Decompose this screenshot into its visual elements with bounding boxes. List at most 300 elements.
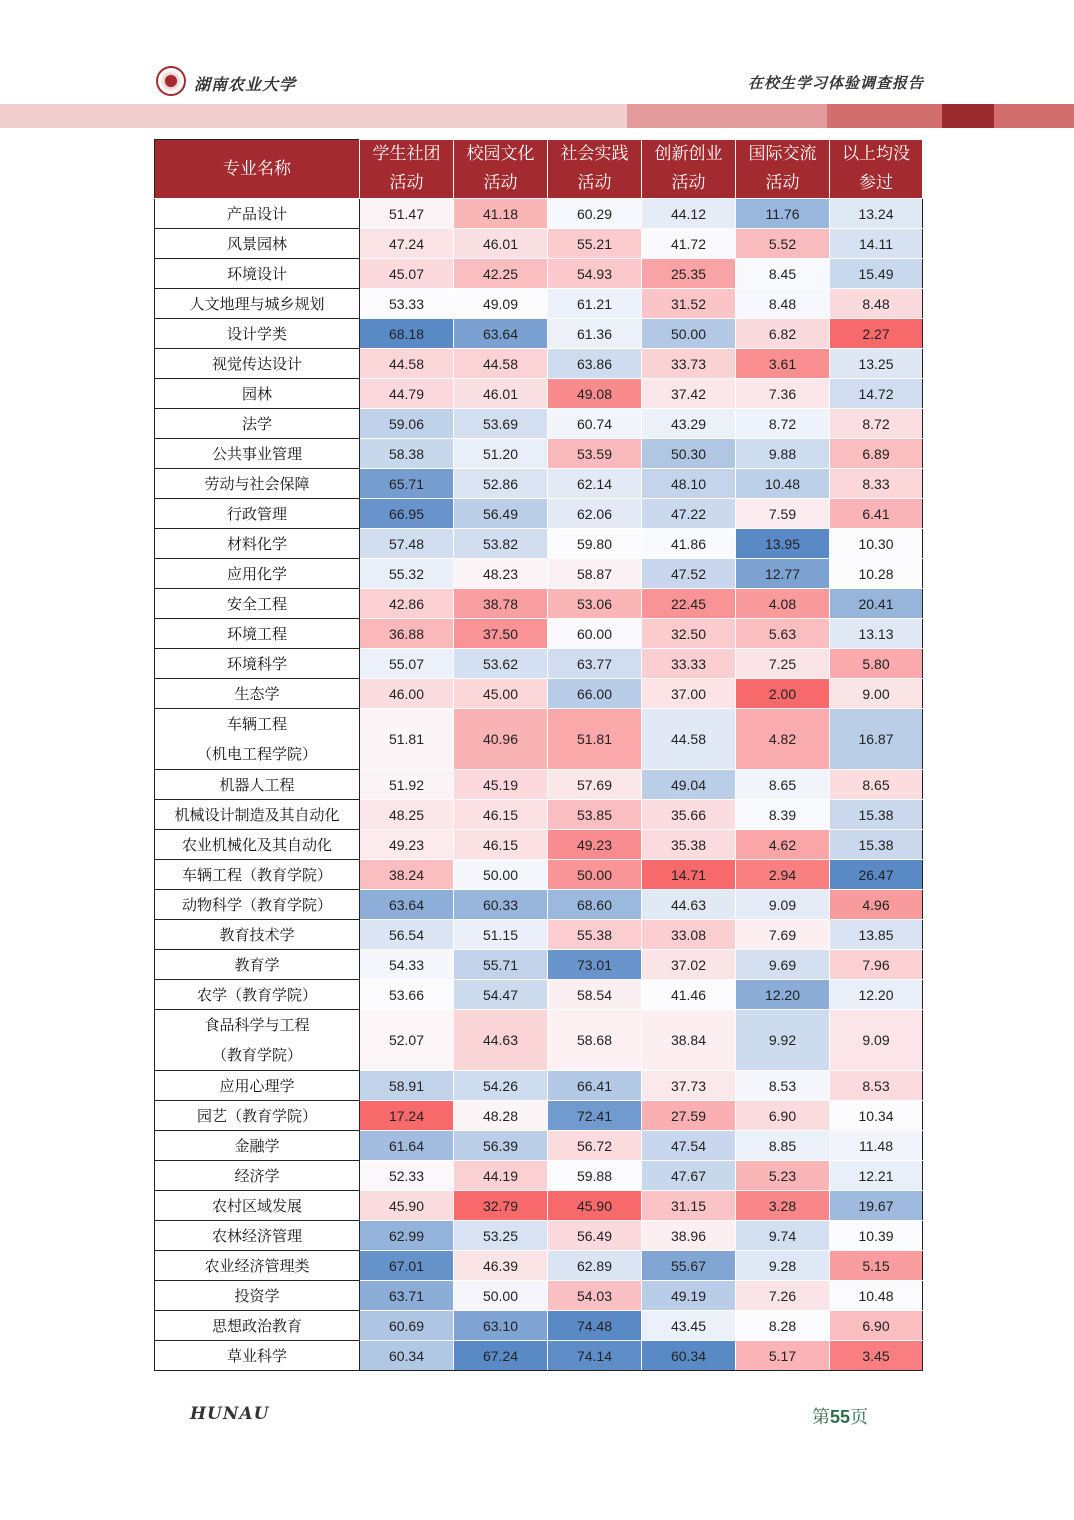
column-header-line: 活动 [389,173,424,193]
percentage-cell: 2.27 [830,319,923,349]
percentage-cell: 13.24 [830,199,923,229]
percentage-cell: 68.60 [548,890,642,920]
percentage-cell: 49.04 [642,770,736,800]
table-row [155,439,923,469]
major-name-line: 教育技术学 [219,926,295,944]
university-logo [156,66,186,96]
percentage-cell: 59.88 [548,1161,642,1191]
percentage-cell: 60.33 [454,890,548,920]
percentage-cell: 10.48 [830,1281,923,1311]
percentage-cell: 51.47 [360,199,454,229]
page-prefix: 第 [812,1407,830,1428]
percentage-cell: 8.65 [736,770,830,800]
major-name-line: 动物科学（教育学院） [181,896,332,914]
percentage-cell: 7.96 [830,950,923,980]
percentage-cell: 44.19 [454,1161,548,1191]
major-name-cell [155,800,360,830]
major-name-cell [155,499,360,529]
table-row [155,1161,923,1191]
major-name-line: 农学（教育学院） [196,986,317,1004]
header-band [942,104,994,128]
percentage-cell: 50.00 [454,1281,548,1311]
percentage-cell: 9.74 [736,1221,830,1251]
percentage-cell: 41.72 [642,229,736,259]
percentage-cell: 37.50 [454,619,548,649]
percentage-cell: 44.63 [642,890,736,920]
percentage-cell: 33.73 [642,349,736,379]
percentage-cell: 58.87 [548,559,642,589]
major-name-cell [155,950,360,980]
percentage-cell: 63.86 [548,349,642,379]
percentage-cell: 9.92 [736,1010,830,1071]
major-name-line: 视觉传达设计 [211,355,302,373]
percentage-cell: 10.48 [736,469,830,499]
major-name-cell [155,349,360,379]
table-row [155,1281,923,1311]
percentage-cell: 60.00 [548,619,642,649]
percentage-cell: 26.47 [830,860,923,890]
percentage-cell: 46.01 [454,229,548,259]
percentage-cell: 53.33 [360,289,454,319]
footer-brand: HUNAU [190,1404,270,1424]
percentage-cell: 45.19 [454,770,548,800]
major-name-cell [155,890,360,920]
percentage-cell: 41.86 [642,529,736,559]
percentage-cell: 56.54 [360,920,454,950]
percentage-cell: 61.64 [360,1131,454,1161]
percentage-cell: 53.59 [548,439,642,469]
table-row [155,319,923,349]
percentage-cell: 62.14 [548,469,642,499]
percentage-cell: 4.08 [736,589,830,619]
major-name-line: 园艺（教育学院） [196,1107,317,1125]
percentage-cell: 55.67 [642,1251,736,1281]
major-name-cell [155,679,360,709]
percentage-cell: 5.17 [736,1341,830,1371]
percentage-cell: 13.13 [830,619,923,649]
percentage-cell: 22.45 [642,589,736,619]
percentage-cell: 61.21 [548,289,642,319]
major-name-cell [155,1101,360,1131]
major-name-line: 生态学 [234,685,280,703]
percentage-cell: 14.11 [830,229,923,259]
header-band [827,104,942,128]
percentage-cell: 74.48 [548,1311,642,1341]
percentage-cell: 8.45 [736,259,830,289]
percentage-cell: 33.08 [642,920,736,950]
table-row [155,499,923,529]
percentage-cell: 49.09 [454,289,548,319]
percentage-cell: 63.71 [360,1281,454,1311]
percentage-cell: 54.03 [548,1281,642,1311]
table-row [155,950,923,980]
header-band [0,104,627,128]
percentage-cell: 59.80 [548,529,642,559]
major-name-cell [155,1311,360,1341]
percentage-cell: 55.71 [454,950,548,980]
percentage-cell: 5.63 [736,619,830,649]
percentage-cell: 45.07 [360,259,454,289]
percentage-cell: 44.58 [454,349,548,379]
percentage-cell: 52.07 [360,1010,454,1071]
major-name-cell [155,1010,360,1071]
percentage-cell: 47.67 [642,1161,736,1191]
percentage-cell: 9.00 [830,679,923,709]
column-header [642,140,736,199]
major-name-line: 行政管理 [226,505,287,523]
column-header-line: 活动 [483,173,518,193]
major-name-cell [155,709,360,770]
percentage-cell: 35.38 [642,830,736,860]
table-row [155,920,923,950]
percentage-cell: 4.62 [736,830,830,860]
major-name-cell [155,649,360,679]
table-row [155,1221,923,1251]
percentage-cell: 7.59 [736,499,830,529]
table-row [155,1191,923,1221]
percentage-cell: 12.77 [736,559,830,589]
percentage-cell: 8.39 [736,800,830,830]
table-row [155,860,923,890]
percentage-cell: 47.54 [642,1131,736,1161]
table-row [155,1341,923,1371]
percentage-cell: 4.82 [736,709,830,770]
header-band [627,104,827,128]
percentage-cell: 58.54 [548,980,642,1010]
percentage-cell: 63.64 [454,319,548,349]
column-header-line: 创新创业 [654,144,723,164]
major-name-cell [155,770,360,800]
table-row [155,800,923,830]
percentage-cell: 38.78 [454,589,548,619]
percentage-cell: 7.36 [736,379,830,409]
major-name-cell [155,1161,360,1191]
percentage-cell: 53.69 [454,409,548,439]
major-name-line: 机械设计制造及其自动化 [174,806,340,824]
percentage-cell: 7.25 [736,649,830,679]
percentage-cell: 46.15 [454,800,548,830]
percentage-cell: 45.00 [454,679,548,709]
percentage-cell: 36.88 [360,619,454,649]
percentage-cell: 51.81 [548,709,642,770]
table-row [155,469,923,499]
major-name-cell [155,1281,360,1311]
percentage-cell: 66.41 [548,1071,642,1101]
major-name-line: 环境科学 [226,655,287,673]
percentage-cell: 46.39 [454,1251,548,1281]
percentage-cell: 59.06 [360,409,454,439]
percentage-cell: 32.79 [454,1191,548,1221]
header-band [994,104,1074,128]
major-name-cell [155,920,360,950]
percentage-cell: 48.25 [360,800,454,830]
percentage-cell: 37.00 [642,679,736,709]
percentage-cell: 60.69 [360,1311,454,1341]
percentage-cell: 48.23 [454,559,548,589]
percentage-cell: 8.53 [736,1071,830,1101]
percentage-cell: 66.00 [548,679,642,709]
major-name-line: 车辆工程 [226,715,287,733]
percentage-cell: 25.35 [642,259,736,289]
percentage-cell: 53.06 [548,589,642,619]
percentage-cell: 7.69 [736,920,830,950]
percentage-cell: 44.79 [360,379,454,409]
percentage-cell: 37.42 [642,379,736,409]
major-name-line: 机器人工程 [219,776,295,794]
table-row [155,349,923,379]
column-header-line: 学生社团 [372,144,441,164]
percentage-cell: 56.72 [548,1131,642,1161]
major-name-cell [155,229,360,259]
percentage-cell: 10.28 [830,559,923,589]
percentage-cell: 37.73 [642,1071,736,1101]
table-row [155,679,923,709]
percentage-cell: 8.28 [736,1311,830,1341]
percentage-cell: 58.38 [360,439,454,469]
column-header-line: 校园文化 [466,144,535,164]
major-name-cell [155,289,360,319]
percentage-cell: 10.30 [830,529,923,559]
percentage-cell: 63.77 [548,649,642,679]
major-name-line: 农业经济管理类 [204,1257,310,1275]
percentage-cell: 53.85 [548,800,642,830]
percentage-cell: 56.49 [548,1221,642,1251]
table-row [155,199,923,229]
percentage-cell: 33.33 [642,649,736,679]
percentage-cell: 19.67 [830,1191,923,1221]
major-name-line: 园林 [241,385,272,403]
percentage-cell: 72.41 [548,1101,642,1131]
percentage-cell: 8.48 [830,289,923,319]
table-row [155,589,923,619]
major-name-line: 教育学 [234,956,280,974]
percentage-cell: 41.46 [642,980,736,1010]
table-row [155,229,923,259]
major-name-line: 材料化学 [226,535,287,553]
percentage-cell: 47.24 [360,229,454,259]
percentage-cell: 17.24 [360,1101,454,1131]
percentage-cell: 35.66 [642,800,736,830]
major-name-line: 公共事业管理 [211,445,302,463]
major-name-cell [155,1131,360,1161]
table-row [155,890,923,920]
percentage-cell: 55.21 [548,229,642,259]
percentage-cell: 54.93 [548,259,642,289]
major-name-cell [155,439,360,469]
percentage-cell: 15.49 [830,259,923,289]
percentage-cell: 5.15 [830,1251,923,1281]
column-header-line: 活动 [671,173,706,193]
major-name-line: 设计学类 [226,325,287,343]
percentage-cell: 47.22 [642,499,736,529]
percentage-cell: 54.33 [360,950,454,980]
percentage-cell: 10.34 [830,1101,923,1131]
major-name-line: 农村区域发展 [211,1197,302,1215]
major-name-line: 风景园林 [226,235,287,253]
major-name-cell [155,1341,360,1371]
page-number-value: 55 [830,1407,851,1427]
percentage-cell: 60.74 [548,409,642,439]
percentage-cell: 56.49 [454,499,548,529]
report-title: 在校生学习体验调查报告 [747,74,924,92]
percentage-cell: 46.00 [360,679,454,709]
percentage-cell: 43.45 [642,1311,736,1341]
major-name-line: 法学 [241,415,272,433]
percentage-cell: 44.12 [642,199,736,229]
major-name-line: 食品科学与工程 [204,1016,310,1034]
major-name-cell [155,199,360,229]
percentage-cell: 9.09 [830,1010,923,1071]
major-name-line: 投资学 [234,1287,280,1305]
column-header [830,140,923,199]
percentage-cell: 49.23 [360,830,454,860]
major-name-line: （机电工程学院） [196,745,317,763]
percentage-cell: 20.41 [830,589,923,619]
major-name-line: （教育学院） [211,1046,302,1064]
percentage-cell: 50.30 [642,439,736,469]
table-row [155,559,923,589]
major-name-cell [155,259,360,289]
percentage-cell: 46.01 [454,379,548,409]
table-row [155,649,923,679]
percentage-cell: 38.96 [642,1221,736,1251]
school-name: 湖南农业大学 [194,75,297,94]
percentage-cell: 9.88 [736,439,830,469]
percentage-cell: 52.86 [454,469,548,499]
table-row [155,1010,923,1071]
percentage-cell: 55.38 [548,920,642,950]
percentage-cell: 11.48 [830,1131,923,1161]
table-row [155,1071,923,1101]
percentage-cell: 53.82 [454,529,548,559]
percentage-cell: 6.89 [830,439,923,469]
major-name-line: 金融学 [234,1137,280,1155]
percentage-cell: 15.38 [830,800,923,830]
percentage-cell: 31.15 [642,1191,736,1221]
column-header-line: 以上均没 [842,144,910,164]
percentage-cell: 8.72 [736,409,830,439]
table-row [155,770,923,800]
percentage-cell: 53.25 [454,1221,548,1251]
table-row [155,1131,923,1161]
percentage-cell: 62.99 [360,1221,454,1251]
percentage-cell: 52.33 [360,1161,454,1191]
major-name-cell [155,559,360,589]
percentage-cell: 51.92 [360,770,454,800]
percentage-cell: 3.61 [736,349,830,379]
percentage-cell: 37.02 [642,950,736,980]
column-header [360,140,454,199]
major-name-line: 环境设计 [226,265,287,283]
percentage-cell: 61.36 [548,319,642,349]
percentage-cell: 42.25 [454,259,548,289]
percentage-cell: 55.32 [360,559,454,589]
percentage-cell: 8.33 [830,469,923,499]
percentage-cell: 45.90 [548,1191,642,1221]
percentage-cell: 38.24 [360,860,454,890]
percentage-cell: 44.58 [642,709,736,770]
percentage-cell: 31.52 [642,289,736,319]
percentage-cell: 42.86 [360,589,454,619]
percentage-cell: 62.89 [548,1251,642,1281]
percentage-cell: 12.21 [830,1161,923,1191]
percentage-cell: 60.34 [642,1341,736,1371]
percentage-cell: 44.58 [360,349,454,379]
column-header-major: 专业名称 [155,140,360,199]
percentage-cell: 6.82 [736,319,830,349]
major-name-cell [155,469,360,499]
percentage-cell: 5.52 [736,229,830,259]
percentage-cell: 2.00 [736,679,830,709]
percentage-cell: 14.71 [642,860,736,890]
percentage-cell: 12.20 [736,980,830,1010]
percentage-cell: 60.29 [548,199,642,229]
percentage-cell: 67.24 [454,1341,548,1371]
table-row [155,830,923,860]
percentage-cell: 32.50 [642,619,736,649]
table-body [155,199,923,1371]
table-row [155,980,923,1010]
major-name-cell [155,379,360,409]
percentage-cell: 13.95 [736,529,830,559]
percentage-cell: 54.47 [454,980,548,1010]
percentage-cell: 13.85 [830,920,923,950]
column-header [736,140,830,199]
percentage-cell: 8.48 [736,289,830,319]
percentage-cell: 68.18 [360,319,454,349]
percentage-cell: 9.28 [736,1251,830,1281]
percentage-cell: 12.20 [830,980,923,1010]
percentage-cell: 66.95 [360,499,454,529]
percentage-cell: 47.52 [642,559,736,589]
percentage-cell: 73.01 [548,950,642,980]
percentage-cell: 5.23 [736,1161,830,1191]
table-row [155,529,923,559]
table-row [155,379,923,409]
major-name-cell [155,529,360,559]
activity-participation-table [154,139,923,1371]
percentage-cell: 8.53 [830,1071,923,1101]
table-row [155,1101,923,1131]
percentage-cell: 53.62 [454,649,548,679]
percentage-cell: 49.19 [642,1281,736,1311]
percentage-cell: 55.07 [360,649,454,679]
percentage-cell: 54.26 [454,1071,548,1101]
percentage-cell: 13.25 [830,349,923,379]
major-name-cell [155,830,360,860]
percentage-cell: 48.10 [642,469,736,499]
table-row [155,289,923,319]
major-name-cell [155,980,360,1010]
percentage-cell: 60.34 [360,1341,454,1371]
major-name-line: 车辆工程（教育学院） [181,866,332,884]
percentage-cell: 45.90 [360,1191,454,1221]
percentage-cell: 7.26 [736,1281,830,1311]
major-name-line: 农林经济管理 [211,1227,302,1245]
major-name-line: 草业科学 [226,1347,287,1365]
percentage-cell: 46.15 [454,830,548,860]
percentage-cell: 6.41 [830,499,923,529]
major-name-line: 经济学 [234,1167,280,1185]
percentage-cell: 40.96 [454,709,548,770]
percentage-cell: 49.23 [548,830,642,860]
major-name-line: 产品设计 [226,205,287,223]
major-name-line: 应用心理学 [219,1077,295,1095]
percentage-cell: 58.68 [548,1010,642,1071]
percentage-cell: 74.14 [548,1341,642,1371]
percentage-cell: 51.15 [454,920,548,950]
major-name-cell [155,1191,360,1221]
